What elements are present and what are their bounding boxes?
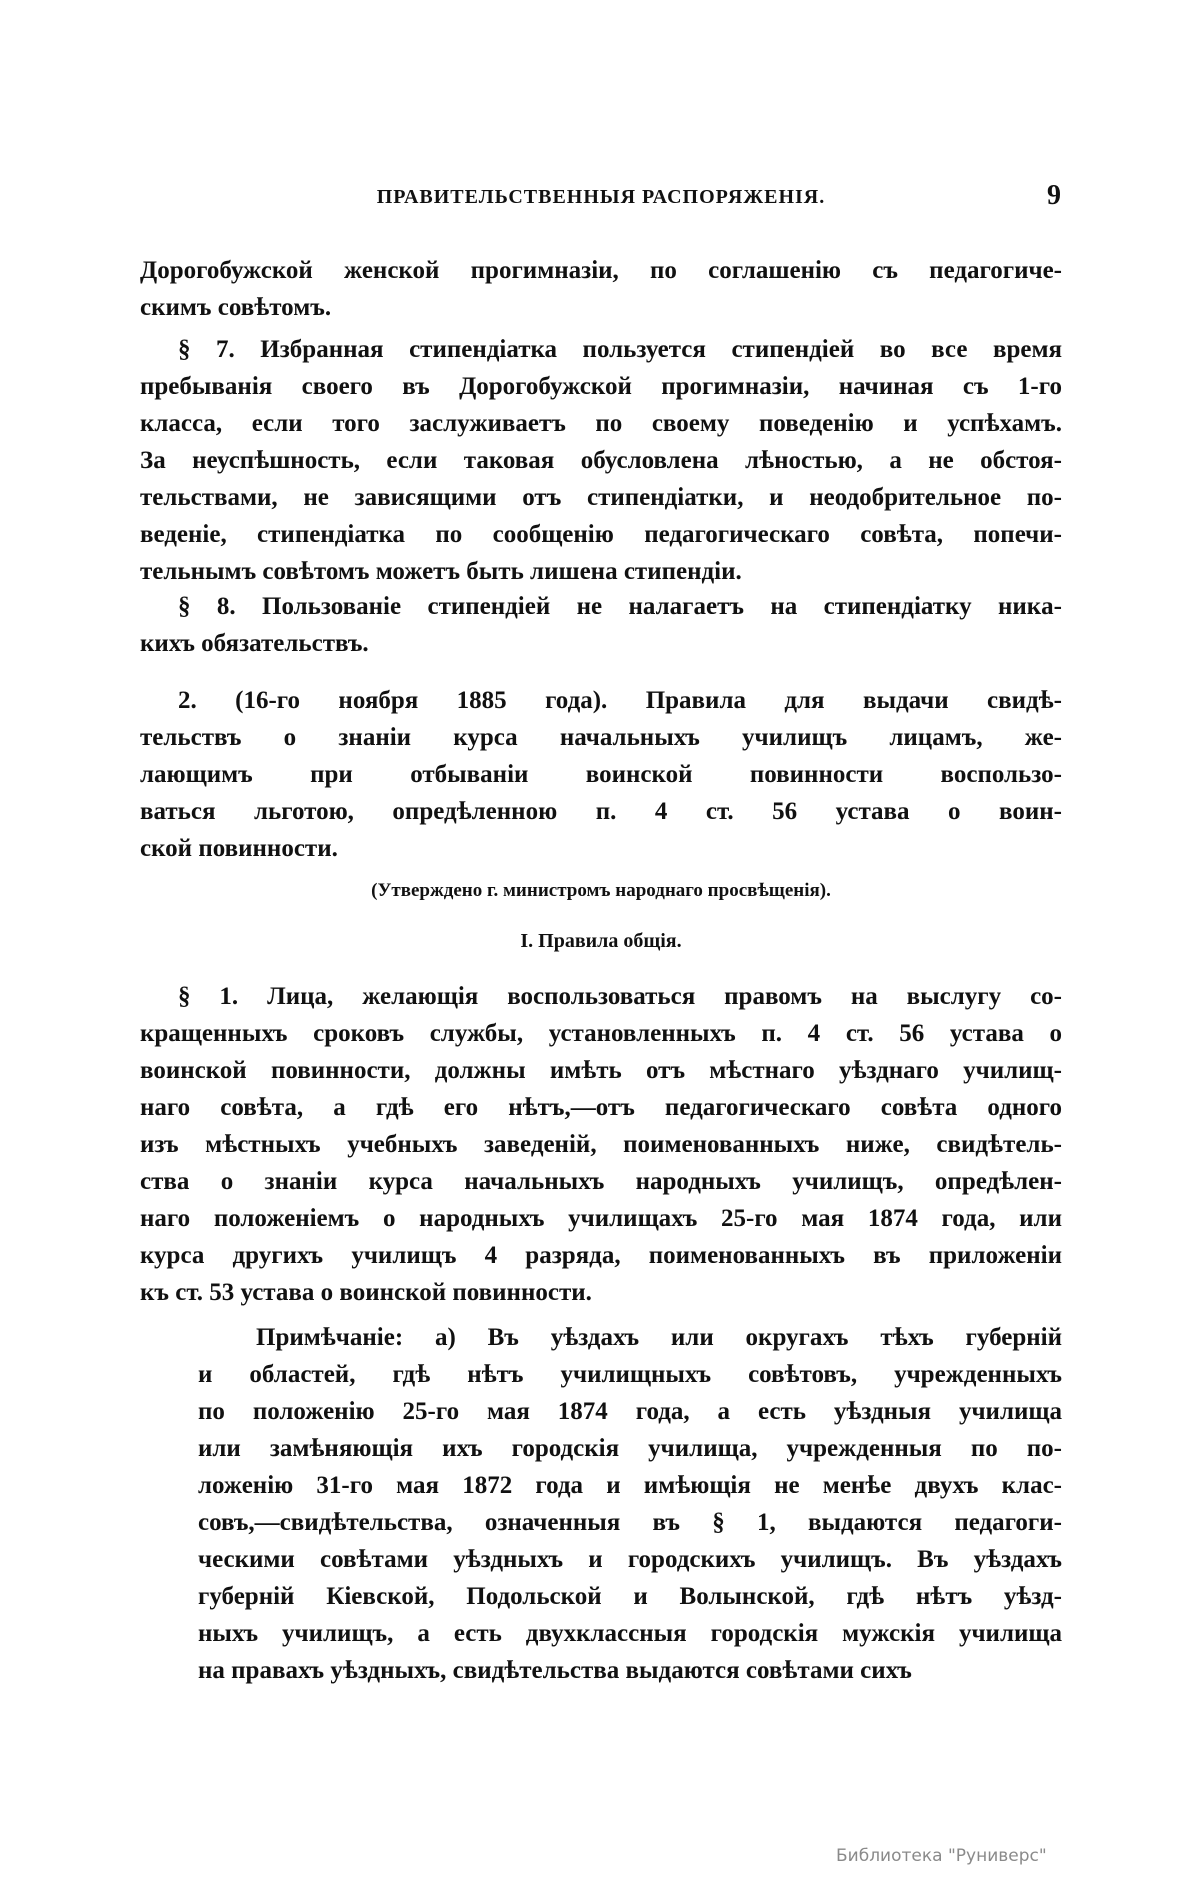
text-line: тельствами, не зависящими отъ стипендіатки, и неодобрительное по- <box>140 484 1062 511</box>
text-line: воинской повинности, должны имѣть отъ мѣстнаго уѣзднаго училищ- <box>140 1057 1062 1084</box>
text-line: лающимъ при отбываніи воинской повинности воспользо- <box>140 761 1062 788</box>
text-line: наго положеніемъ о народныхъ училищахъ 25-го мая 1874 года, или <box>140 1205 1062 1232</box>
paragraph-7 <box>140 331 1062 590</box>
text-line: наго совѣта, а гдѣ его нѣтъ,—отъ педагогическаго совѣта одного <box>140 1094 1062 1121</box>
text-line: ложенію 31-го мая 1872 года и имѣющія не менѣе двухъ клас- <box>198 1472 1062 1499</box>
paragraph-8 <box>140 588 1062 662</box>
text-line: § 8. Пользованіе стипендіей не налагаетъ на стипендіатку никa- <box>178 593 1062 620</box>
text-line: ваться льготою, опредѣленною п. 4 ст. 56 устава о воин- <box>140 798 1062 825</box>
text-line: Примѣчаніе: а) Въ уѣздахъ или округахъ тѣхъ губерній <box>256 1324 1062 1351</box>
approval-note: (Утверждено г. министромъ народнаго просвѣщенія). <box>371 880 831 901</box>
text-line: курса другихъ училищъ 4 разряда, поименованныхъ въ приложеніи <box>140 1242 1062 1269</box>
text-line: кращенныхъ сроковъ службы, установленныхъ п. 4 ст. 56 устава о <box>140 1020 1062 1047</box>
text-line: къ ст. 53 устава о воинской повинности. <box>140 1279 592 1306</box>
text-line: Дорогобужской женской прогимназіи, по соглашенію съ педагогиче- <box>140 257 1062 284</box>
paragraph-continuation <box>140 252 1062 326</box>
text-line: веденіе, стипендіатка по сообщенію педагогическаго совѣта, попечи- <box>140 521 1062 548</box>
section-title: I. Правила общія. <box>520 930 682 952</box>
text-line: ныхъ училищъ, а есть двухклассныя городскія мужскія училища <box>198 1620 1062 1647</box>
text-line: кихъ обязательствъ. <box>140 630 369 657</box>
text-line: изъ мѣстныхъ учебныхъ заведеній, поименованныхъ ниже, свидѣтель- <box>140 1131 1062 1158</box>
running-header <box>140 180 1062 222</box>
running-title: ПРАВИТЕЛЬСТВЕННЫЯ РАСПОРЯЖЕНІЯ. <box>376 186 826 208</box>
paragraph-1 <box>140 978 1062 1311</box>
text-line: тельнымъ совѣтомъ можетъ быть лишена стипендіи. <box>140 558 742 585</box>
text-line: на правахъ уѣздныхъ, свидѣтельства выдаются совѣтами сихъ <box>198 1657 912 1684</box>
text-line: ской повинности. <box>140 835 338 862</box>
text-line: За неуспѣшность, если таковая обусловлена лѣностью, а не обстоя- <box>140 447 1062 474</box>
text-line: § 7. Избранная стипендіатка пользуется стипендіей во все время <box>178 336 1062 363</box>
text-line: или замѣняющія ихъ городскія училища, учрежденныя по по- <box>198 1435 1062 1462</box>
text-line: тельствъ о знаніи курса начальныхъ училищъ лицамъ, же- <box>140 724 1062 751</box>
page-number: 9 <box>1047 180 1062 211</box>
text-line: 2. (16-го ноября 1885 года). Правила для выдачи свидѣ- <box>178 687 1062 714</box>
text-line: пребыванія своего въ Дорогобужской прогимназіи, начиная съ 1-го <box>140 373 1062 400</box>
library-watermark: Библиотека "Руниверс" <box>836 1846 1047 1866</box>
text-line: ческими совѣтами уѣздныхъ и городскихъ училищъ. Въ уѣздахъ <box>198 1546 1062 1573</box>
decree-2-heading <box>140 682 1062 867</box>
text-line: класса, если того заслуживаетъ по своему поведенію и успѣхамъ. <box>140 410 1062 437</box>
text-line: скимъ совѣтомъ. <box>140 294 332 321</box>
text-line: ства о знаніи курса начальныхъ народныхъ училищъ, опредѣлен- <box>140 1168 1062 1195</box>
text-line: и областей, гдѣ нѣтъ училищныхъ совѣтовъ, учрежденныхъ <box>198 1361 1062 1388</box>
footnote-remark <box>198 1319 1062 1689</box>
text-line: § 1. Лица, желающія воспользоваться правомъ на выслугу со- <box>178 983 1062 1010</box>
text-line: губерній Кіевской, Подольской и Волынской, гдѣ нѣтъ уѣзд- <box>198 1583 1062 1610</box>
text-line: по положенію 25-го мая 1874 года, а есть уѣздныя училища <box>198 1398 1062 1425</box>
text-line: совъ,—свидѣтельства, означенныя въ § 1, выдаются педагоги- <box>198 1509 1062 1536</box>
